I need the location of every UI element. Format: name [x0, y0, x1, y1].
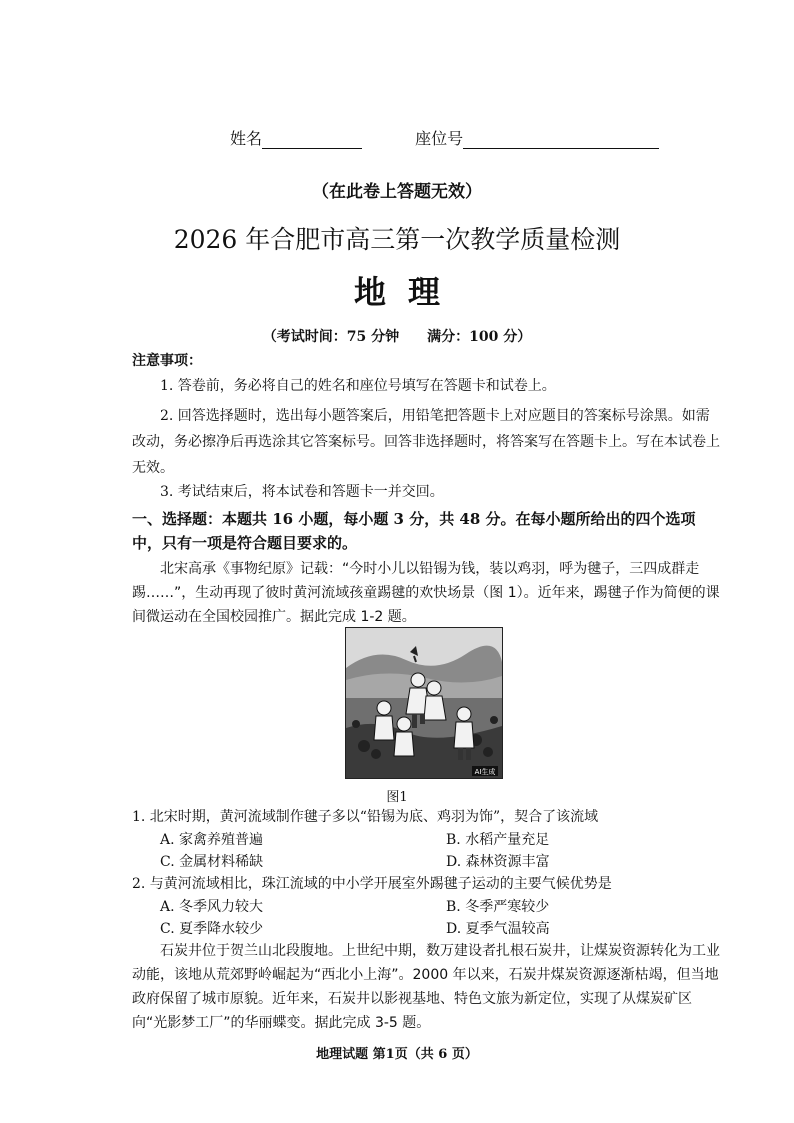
instruction-item: 2. 回答选择题时，选出每小题答案后，用铅笔把答题卡上对应题目的答案标号涂黑。如需改动，务必擦净后再选涂其它答案标号。回答非选择题时，将答案写在答题卡上。写在本试卷上无效。: [132, 408, 720, 476]
exam-meta: [0, 326, 794, 346]
option-c: C. 夏季降水较少: [160, 921, 264, 937]
candidate-info-line: [230, 126, 659, 149]
figure-caption: 图1: [386, 790, 408, 805]
option-d: D. 森林资源丰富: [446, 854, 550, 870]
option-b: B. 水稻产量充足: [446, 832, 550, 848]
full-score: 满分：100 分）: [427, 329, 532, 345]
option-a: A. 冬季风力较大: [160, 899, 264, 915]
name-blank: [262, 130, 362, 149]
option-d: D. 夏季气温较高: [446, 921, 550, 937]
question-stem: 1. 北宋时期，黄河流域制作毽子多以“铅锡为底、鸡羽为饰”，契合了该流域: [132, 809, 599, 825]
subject-title: 地理: [353, 273, 462, 311]
no-answer-notice: （在此卷上答题无效）: [312, 182, 482, 202]
question-stem: 2. 与黄河流域相比，珠江流域的中小学开展室外踢毽子运动的主要气候优势是: [132, 876, 612, 892]
exam-time: （考试时间：75 分钟: [262, 329, 400, 345]
page-footer: 地理试题 第1页（共 6 页）: [316, 1047, 478, 1062]
instruction-item: 3. 考试结束后，将本试卷和答题卡一并交回。: [160, 484, 444, 500]
instructions-heading: 注意事项：: [132, 353, 202, 369]
option-a: A. 家禽养殖普遍: [160, 832, 264, 848]
material-paragraph: 北宋高承《事物纪原》记载：“今时小儿以铅锡为钱，装以鸡羽，呼为毽子，三四成群走踢……”，生动再现了彼时黄河流域孩童踢毽的欢快场景（图 1）。近年来，踢毽子作为简便的课间微运动在全国校园推广。据此完成 1-2 题。: [132, 561, 720, 625]
figure-image: [345, 627, 503, 779]
seat-label: 座位号: [415, 129, 464, 148]
material-paragraph: 石炭井位于贺兰山北段腹地。上世纪中期，数万建设者扎根石炭井，让煤炭资源转化为工业动能，该地从荒郊野岭崛起为“西北小上海”。2000 年以来，石炭井煤炭资源逐渐枯竭，但当地政府保留了城市原貌。近年来，石炭井以影视基地、特色文旅为新定位，实现了从煤炭矿区向“光影梦工厂”的华丽蝶变。据此完成 3-5 题。: [132, 943, 720, 1031]
option-c: C. 金属材料稀缺: [160, 854, 264, 870]
instruction-item: 1. 答卷前，务必将自己的姓名和座位号填写在答题卡和试卷上。: [160, 378, 556, 394]
image-stamp: AI生成: [474, 768, 496, 776]
exam-title: 2026 年合肥市高三第一次教学质量检测: [173, 225, 621, 254]
section-heading: 一、选择题：本题共 16 小题，每小题 3 分，共 48 分。在每小题所给出的四个选项中，只有一项是符合题目要求的。: [132, 510, 696, 552]
name-label: 姓名: [230, 129, 263, 148]
option-b: B. 冬季严寒较少: [446, 899, 550, 915]
kids-kicking-shuttlecock-illustration: [346, 628, 502, 778]
seat-blank: [463, 130, 659, 149]
